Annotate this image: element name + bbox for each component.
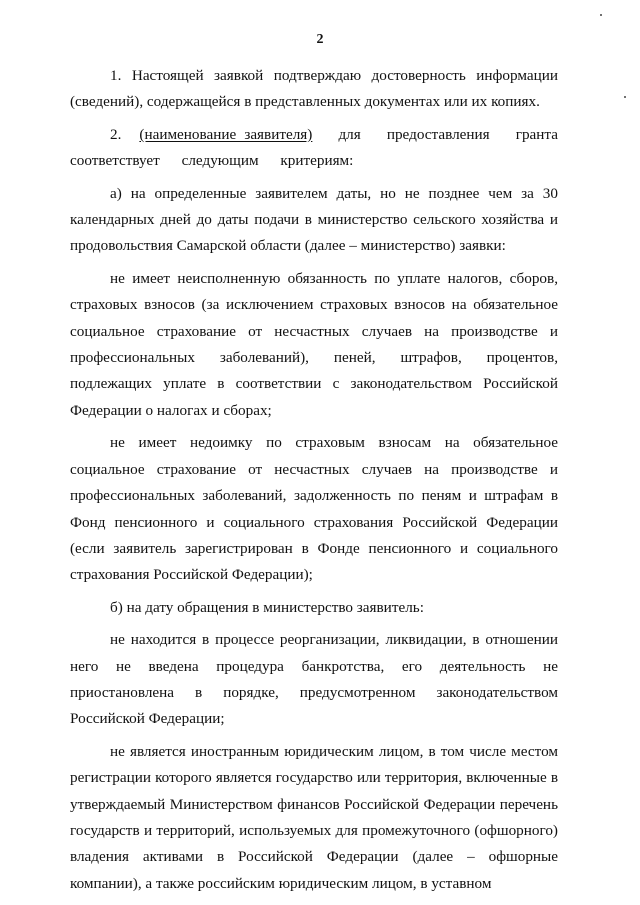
applicant-name-placeholder: (наименование заявителя) bbox=[139, 125, 313, 143]
paragraph-confirmation: 1. Настоящей заявкой подтверждаю достоверность информации (сведений), содержащейся в представленных документах или их копиях. bbox=[70, 67, 558, 111]
paragraph-not-foreign: не является иностранным юридическим лицом, в том числе местом регистрации которого является государство или территория, включенные в утверждаемый Министерством финансов Российской Федерации перечень государств и территорий, используемых для промежуточного (офшорного) владения активами в Российской Федерации (далее – офшорные компании), а также российским юридическим лицом, в уставном bbox=[70, 742, 558, 892]
paragraph-no-reorganization: не находится в процессе реорганизации, ликвидации, в отношении него не введена процедура банкротства, его деятельность не приостановлена в порядке, предусмотренном законодательством Российской Федерации; bbox=[70, 631, 558, 728]
paragraph-number: 2. bbox=[110, 125, 122, 143]
paragraph-a: а) на определенные заявителем даты, но не позднее чем за 30 календарных дней до даты подачи в министерство сельского хозяйства и продовольствия Самарской области (далее – министерство) заявки: bbox=[70, 184, 558, 255]
paragraph-b: б) на дату обращения в министерство заявитель: bbox=[110, 598, 424, 616]
document-body bbox=[70, 63, 558, 897]
paragraph-text: для предоставления гранта соответствует следующим критериям: bbox=[70, 125, 558, 170]
page-number: 2 bbox=[316, 32, 324, 47]
paragraph-no-arrears: не имеет недоимку по страховым взносам на обязательное социальное страхование от несчастных случаев на производстве и профессиональных заболеваний, задолженность по пеням и штрафам в Фонд пенсионного и социального страхования Российской Федерации (если заявитель зарегистрирован в Фонде пенсионного и социального страхования Российской Федерации); bbox=[70, 434, 558, 584]
scan-speck bbox=[600, 14, 602, 16]
scan-speck bbox=[624, 96, 626, 98]
paragraph-no-tax-debt: не имеет неисполненную обязанность по уплате налогов, сборов, страховых взносов (за исключением страховых взносов на обязательное социальное страхование от несчастных случаев на производстве и профессиональных заболеваний), пеней, штрафов, процентов, подлежащих уплате в соответствии с законодательством Российской Федерации о налогах и сборах; bbox=[70, 269, 558, 419]
paragraph-criteria-intro bbox=[70, 122, 558, 175]
